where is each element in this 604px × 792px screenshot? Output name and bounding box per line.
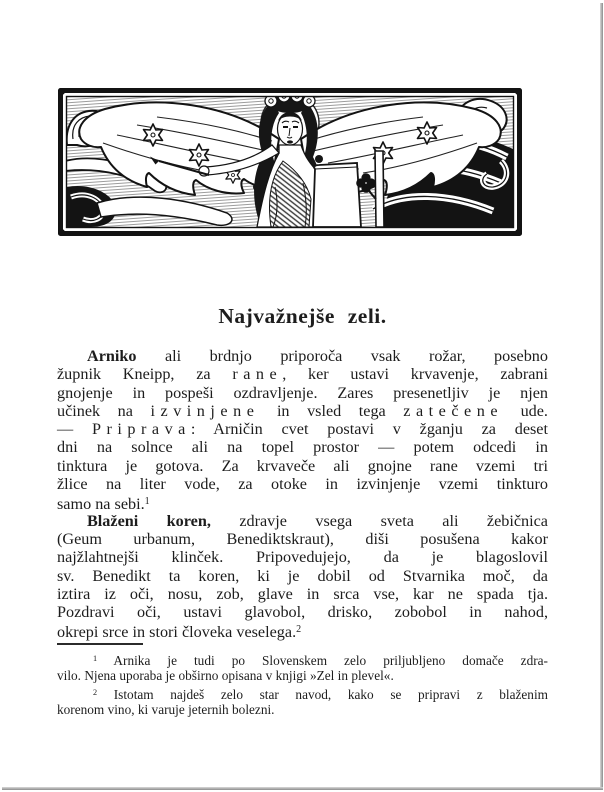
text-line: žlice na liter vode, za otoke in izvinjenje vzemi tinkturo xyxy=(57,475,548,494)
text-line: vilo. Njena uporaba je obširno opisana v knjigi »Zel in plevel«. xyxy=(57,668,394,683)
text-line: sv. Benedikt ta koren, ki je dobil od Stvarnika moč, da xyxy=(57,566,548,585)
mouth xyxy=(287,140,293,143)
text-line: $^1$ Arnika je tudi po Slovenskem zelo priljubljeno domače zdra- xyxy=(93,653,548,669)
text-line: samo na sebi.$^1$ xyxy=(57,495,150,514)
page-edge-shadow-bottom xyxy=(2,787,603,790)
text-line: Pozdravi oči, ustavi glavobol, drisko, zobobol in nahod, xyxy=(57,603,548,622)
text-line: dni na solnce ali na topel prostor — potem odcedi in xyxy=(57,438,548,457)
text-line: iztira iz oči, nosu, zob, glave in srca vse, kar ne spada tja. xyxy=(57,584,548,603)
text-line: okrepi srce in stori človeka veselega.$^2$ xyxy=(57,623,302,642)
text-line: župnik Kneipp, za rane, ker ustavi krvavenje, zabrani xyxy=(57,365,548,384)
body-text xyxy=(57,347,548,640)
text-line: Arniko ali brdnjo priporoča vsak rožar, posebno xyxy=(87,347,548,365)
text-line: najžlahtnejši klinček. Pripovedujejo, da je blagoslovil xyxy=(57,548,548,567)
staff xyxy=(375,151,384,227)
text-line: — Priprava: Arničin cvet postavi v žganju za deset xyxy=(57,420,548,439)
header-illustration xyxy=(57,87,523,237)
page-title: Najvažnejše zeli. xyxy=(218,304,387,328)
footnote-separator xyxy=(57,643,143,645)
text-line: tinktura je gotova. Za krvaveče ali gnojne rane vzemi tri xyxy=(57,456,548,475)
text-line: korenom vino, ki varuje jeternih bolezni. xyxy=(57,702,275,717)
footnotes xyxy=(57,650,548,718)
scroll xyxy=(313,163,361,227)
text-line: učinek na izvinjene in vsled tega zatečene ude. xyxy=(57,401,548,420)
text-line: $^2$ Istotam najdeš zelo star navod, kako se pripravi z blaženim xyxy=(93,687,548,703)
text-line: Blaženi koren, zdravje vsega sveta ali žebičnica xyxy=(87,511,548,530)
text-line: gnojenje in pospeši ozdravljenje. Zares presenetljiv je njen xyxy=(57,383,548,402)
page-edge-shadow-right xyxy=(600,3,603,789)
text-line: (Geum urbanum, Benediktskraut), diši posušena kakor xyxy=(57,529,548,548)
